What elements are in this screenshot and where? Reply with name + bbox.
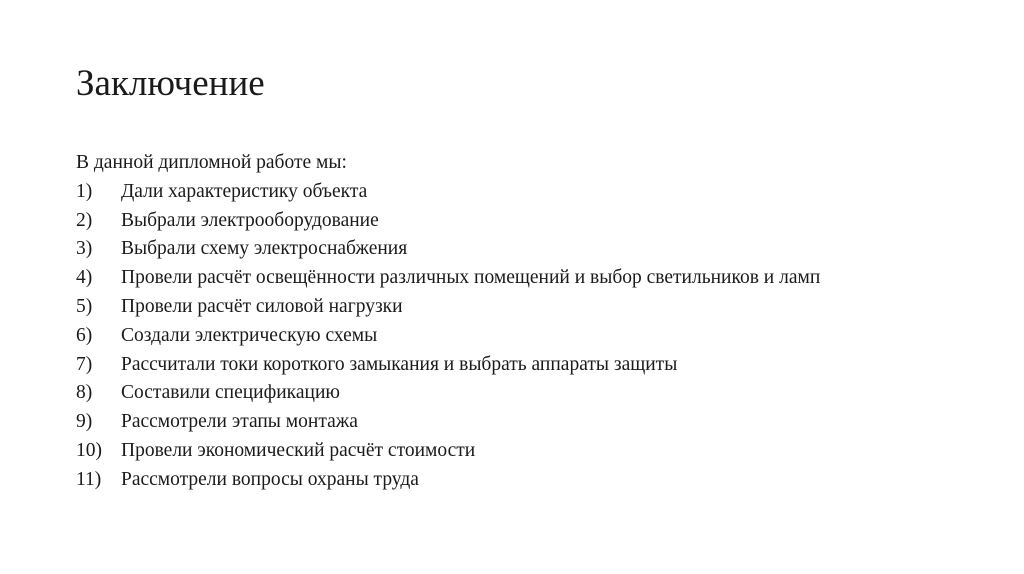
conclusion-list (76, 178, 956, 495)
list-item-text: Рассчитали токи короткого замыкания и выбрать аппараты защиты (121, 353, 678, 375)
slide-title: Заключение (76, 63, 265, 104)
list-item-number: 1) (76, 180, 93, 202)
list-item-number: 10) (76, 439, 102, 461)
list-item-text: Провели расчёт силовой нагрузки (121, 295, 403, 317)
list-item-text: Выбрали схему электроснабжения (121, 238, 408, 260)
list-item-number: 7) (76, 353, 93, 375)
list-item (76, 351, 956, 380)
slide-body (76, 149, 956, 495)
list-item (76, 207, 956, 236)
list-item-text: Выбрали электрооборудование (121, 209, 379, 231)
list-item-number: 4) (76, 267, 93, 289)
list-item-number: 8) (76, 382, 93, 404)
list-item (76, 293, 956, 322)
list-item (76, 466, 956, 495)
list-item-text: Рассмотрели вопросы охраны труда (121, 468, 419, 490)
list-item-text: Провели экономический расчёт стоимости (121, 439, 476, 461)
list-item-number: 2) (76, 209, 93, 231)
list-item (76, 264, 956, 293)
list-item (76, 235, 956, 264)
list-item (76, 437, 956, 466)
list-item-number: 5) (76, 295, 93, 317)
intro-text: В данной дипломной работе мы: (76, 152, 347, 173)
list-item (76, 322, 956, 351)
list-item-text: Рассмотрели этапы монтажа (121, 411, 358, 433)
list-item-number: 3) (76, 238, 93, 260)
list-item-text: Провели расчёт освещённости различных помещений и выбор светильников и ламп (121, 267, 821, 289)
list-item (76, 379, 956, 408)
list-item (76, 178, 956, 207)
list-item-text: Создали электрическую схемы (121, 324, 378, 346)
list-item-text: Дали характеристику объекта (121, 180, 368, 202)
list-item-number: 11) (76, 468, 102, 490)
list-item-number: 6) (76, 324, 93, 346)
list-item-text: Составили спецификацию (121, 382, 340, 404)
list-item (76, 408, 956, 437)
list-item-number: 9) (76, 411, 93, 433)
